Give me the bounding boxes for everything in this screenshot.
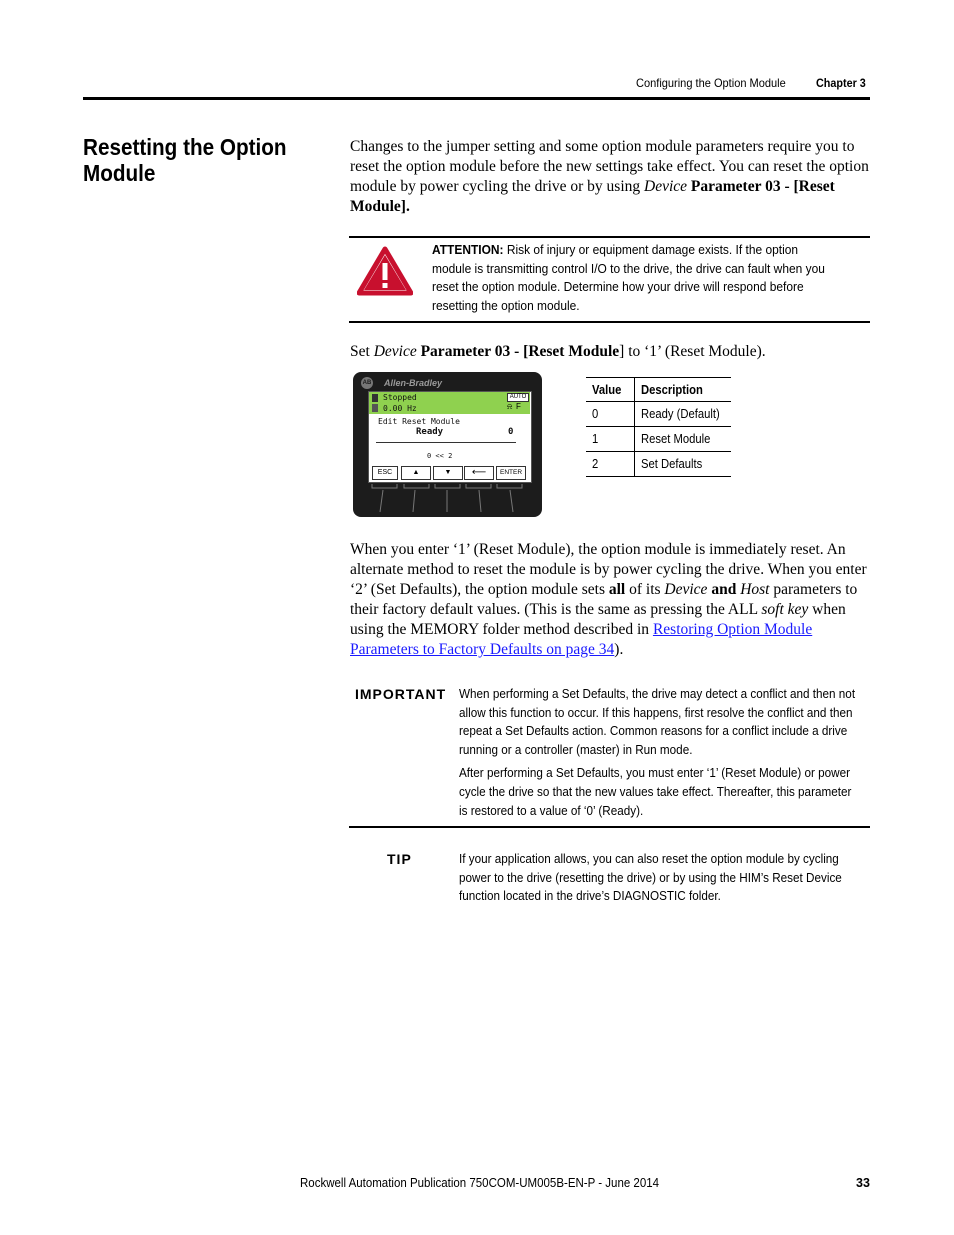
table-row [586, 402, 731, 427]
para2-and: and [707, 581, 741, 598]
him-auto-badge: AUTO [507, 393, 529, 402]
important-paragraph-1: When performing a Set Defaults, the drive may detect a conflict and then not allow this function to occur. If this happens, first resolve the conflict and then repeat a Set Defaults action. Common reasons for a conflict include a drive running or a controller (master) in Run mode. [459, 686, 856, 758]
table-cell-value: 2 [586, 452, 635, 477]
important-label: IMPORTANT [355, 686, 447, 702]
table-header-description: Description [635, 378, 732, 402]
him-down-arrow-icon: ▼ [433, 466, 463, 480]
set-device: Device [373, 343, 417, 360]
intro-device: Device [644, 178, 688, 195]
him-up-arrow-icon: ▲ [401, 466, 431, 480]
him-value-name: Ready [416, 427, 444, 437]
set-rest: to ‘1’ (Reset Module). [624, 343, 766, 360]
attention-text [432, 241, 828, 316]
para2-device: Device [664, 581, 708, 598]
table-cell-description: Ready (Default) [635, 402, 732, 427]
him-brand: Allen-Bradley [384, 378, 443, 388]
set-close-bracket: ] [619, 343, 625, 360]
attention-top-rule [349, 236, 870, 238]
him-esc-key: ESC [372, 466, 398, 480]
him-status-text: Stopped [383, 393, 417, 402]
table-row [586, 452, 731, 477]
para2-host: Host [740, 581, 770, 598]
table-header-row [586, 378, 731, 402]
attention-bottom-rule [349, 321, 870, 323]
intro-param: Parameter 03 - [Reset Module]. [350, 178, 835, 215]
set-defaults-paragraph [350, 540, 872, 660]
para2-text-1: When you enter ‘1’ (Reset Module), the option module is immediately reset. An alternate method to reset the module is by power cycling the drive. When you enter ‘2’ (Set Defaults), the option module sets [350, 541, 867, 598]
value-description-table [586, 377, 731, 477]
set-param: Parameter 03 - [Reset Module [416, 343, 620, 360]
intro-paragraph [350, 137, 870, 217]
para2-softkey: soft key [761, 601, 809, 618]
para2-all: all [608, 581, 626, 598]
table-cell-description: Set Defaults [635, 452, 732, 477]
attention-label: ATTENTION: [432, 242, 504, 257]
ab-logo-icon: AB [361, 377, 373, 389]
table-cell-value: 0 [586, 402, 635, 427]
important-bottom-rule [349, 826, 870, 828]
header-rule [83, 97, 870, 100]
para2-text-5: ). [614, 641, 624, 658]
him-forward-indicator: F [516, 402, 521, 411]
tip-text: If your application allows, you can also reset the option module by cycling power to the drive (resetting the drive) or by using the HIM’s Reset Device function located in the drive’s DIAGNOSTIC folder. [459, 851, 842, 904]
him-value-underline [376, 442, 516, 443]
table-cell-description: Reset Module [635, 427, 732, 452]
restoring-defaults-link[interactable]: Restoring Option Module Parameters to Factory Defaults on page 34 [350, 621, 813, 658]
para2-text-2: of its [625, 581, 665, 598]
footer-publication: Rockwell Automation Publication 750COM-UM005B-EN-P - June 2014 [300, 1176, 660, 1190]
attention-body: Risk of injury or equipment damage exists. If the option module is transmitting control I/O to the drive, the drive can fault when you reset the option module. Determine how your drive will respond before resetting the option module. [432, 242, 825, 314]
him-soft-keys [369, 482, 529, 516]
table-cell-value: 1 [586, 427, 635, 452]
him-enter-key: ENTER [496, 466, 526, 480]
set-word: Set [350, 343, 374, 360]
him-lock-icon [372, 404, 378, 412]
table-header-value: Value [586, 378, 635, 402]
him-frequency: 0.00 Hz [383, 404, 417, 413]
him-range: 0 << 2 [427, 452, 453, 460]
section-title: Resetting the Option Module [83, 134, 287, 186]
him-bell-icon: ⍾ [507, 402, 513, 411]
para2-text-3: parameters to their factory default values. (This is the same as pressing the ALL [350, 581, 858, 618]
footer-page-number: 33 [856, 1176, 870, 1190]
running-header-chapter: Chapter 3 [816, 76, 866, 90]
tip-label: TIP [387, 851, 412, 867]
para2-text-4: when using the MEMORY folder method described in [350, 601, 846, 638]
warning-triangle-icon [357, 246, 413, 296]
him-direction-icon [372, 394, 378, 402]
important-paragraph-2: After performing a Set Defaults, you must enter ‘1’ (Reset Module) or power cycle the drive so that the new values take effect. Thereafter, this parameter is restored to a value of ‘0’ (Ready). [459, 765, 852, 818]
him-edit-title: Edit Reset Module [378, 417, 460, 426]
set-parameter-line [350, 342, 870, 362]
running-header-section: Configuring the Option Module [636, 76, 786, 90]
important-text [459, 685, 860, 825]
him-back-arrow-icon: ⟵ [464, 466, 494, 480]
intro-text: Changes to the jumper setting and some option module parameters require you to reset the option module before the new settings take effect. You can reset the option module by power cycling the drive or by using [350, 138, 869, 195]
him-value-number: 0 [508, 427, 514, 437]
table-row [586, 427, 731, 452]
